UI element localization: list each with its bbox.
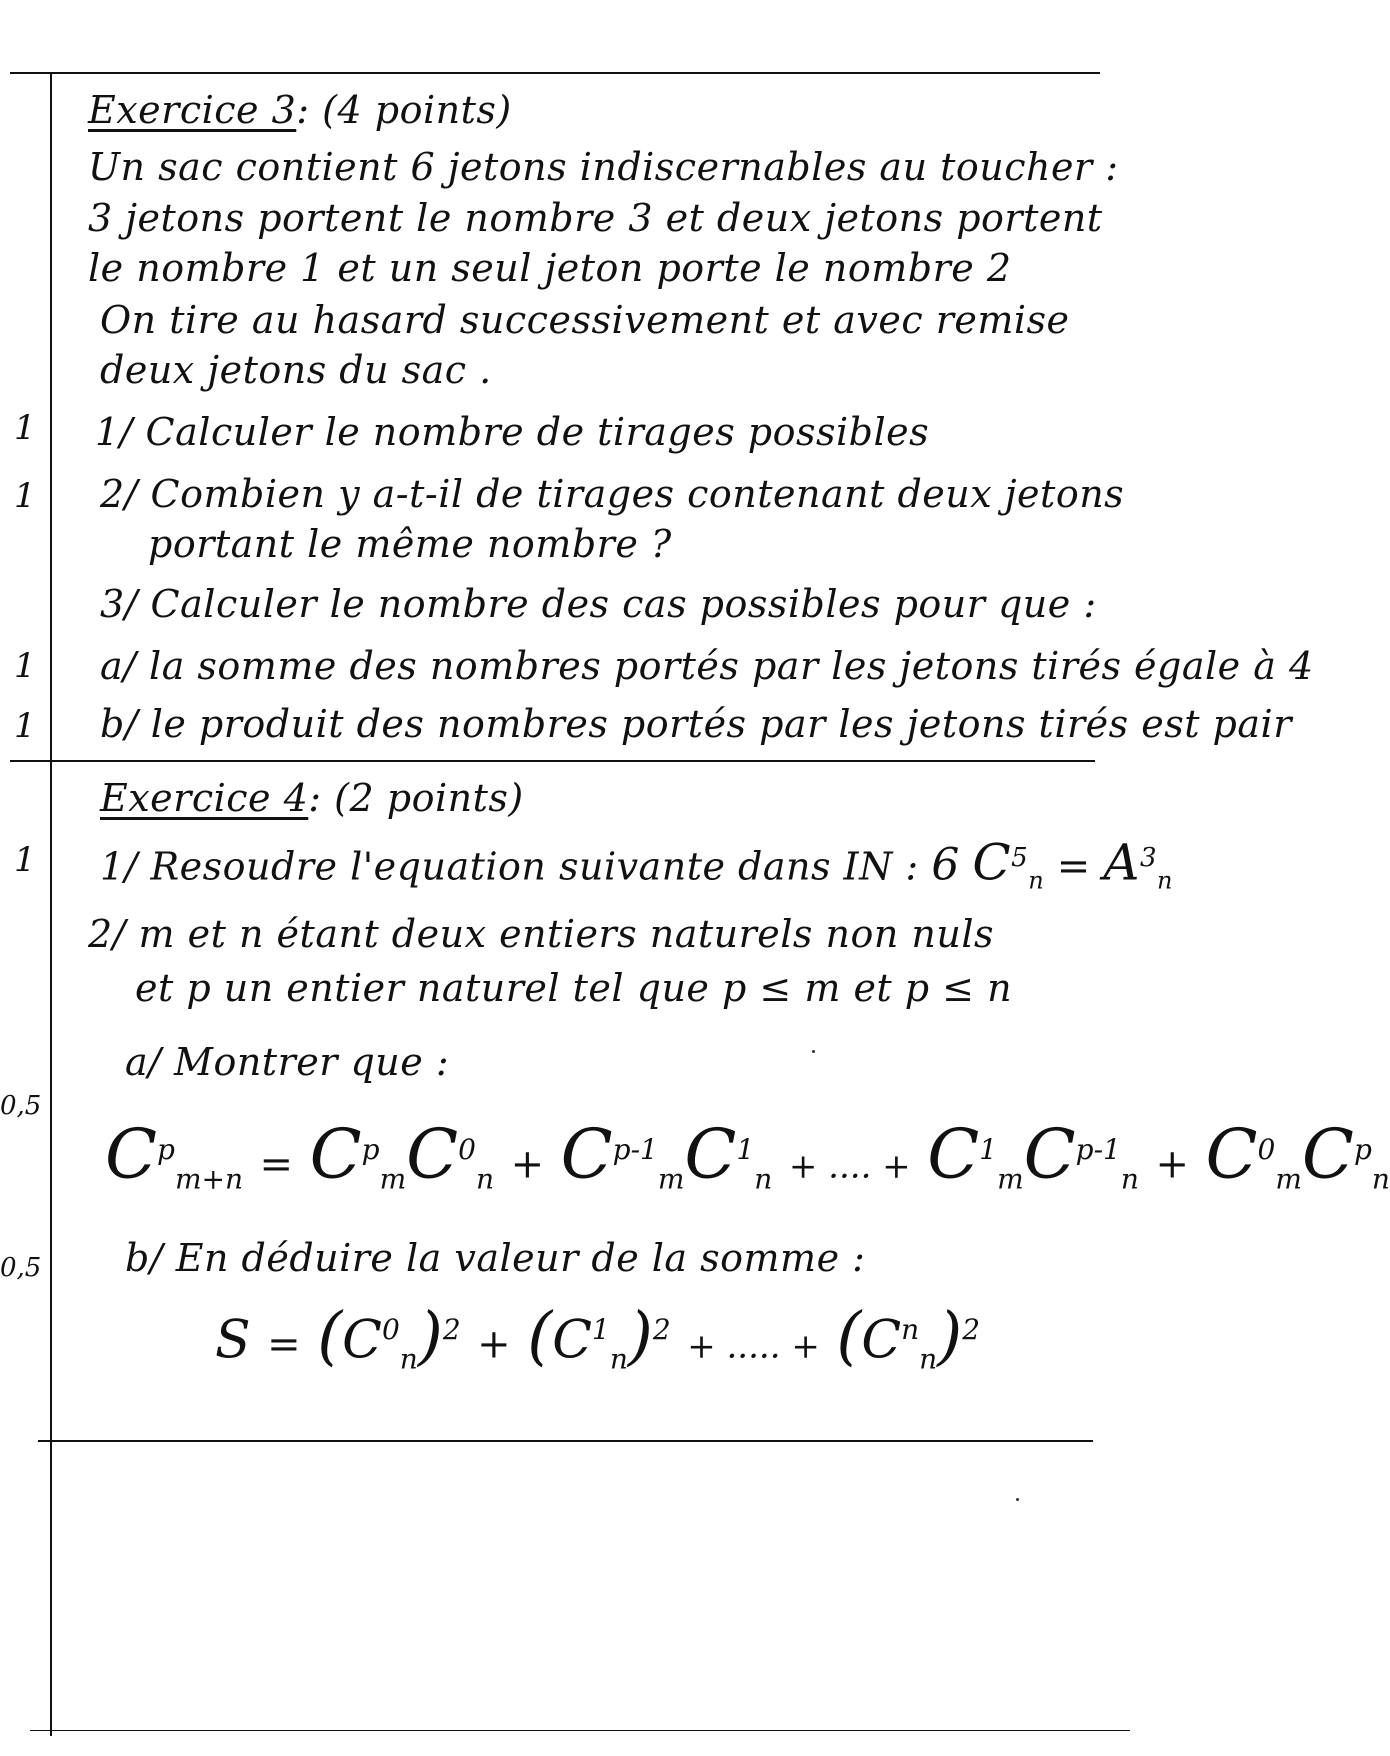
identity-equals: = [259, 1141, 294, 1188]
mark-q3a: 1 [14, 646, 36, 686]
sum-term3-sup: n [901, 1313, 920, 1346]
term2-first-sub: m [657, 1162, 685, 1196]
term3-second-sub: n [1120, 1162, 1139, 1196]
sum-term2-square: 2 [652, 1313, 671, 1346]
exercise3-points: : (4 points) [296, 88, 512, 132]
sum-term1-sub: n [399, 1342, 418, 1376]
term4-second-sub: n [1371, 1162, 1390, 1196]
sum-term1-square: 2 [442, 1313, 461, 1346]
identity-plus-3: + [1155, 1141, 1189, 1188]
term4-first-sub: m [1275, 1162, 1302, 1196]
exercise4-question-a: a/ Montrer que : [125, 1040, 450, 1084]
exercise4-question-1-text: 1/ Resoudre l'equation suivante dans IN : [100, 844, 919, 889]
mark-ex4-qb: 0,5 [0, 1253, 42, 1283]
term4-first-C: C [1205, 1115, 1258, 1195]
vandermonde-identity [105, 1115, 1390, 1210]
sum-S: S [215, 1310, 251, 1371]
exercise3-question-3: 3/ Calculer le nombre des cas possibles pour que : [100, 582, 1097, 626]
combination-symbol: C [972, 833, 1012, 892]
bottom-rule [38, 1440, 1093, 1442]
sum-paren-open-2: ( [527, 1299, 553, 1374]
stray-mark [812, 1050, 815, 1053]
sum-plus: + [477, 1321, 511, 1368]
exercise3-question-2-line-1: 2/ Combien y a-t-il de tirages contenant deux jetons [100, 472, 1125, 516]
sum-ellipsis: + ..... + [687, 1326, 820, 1367]
exercise3-intro-line-3: le nombre 1 et un seul jeton porte le nombre 2 [88, 246, 1012, 290]
section-divider [10, 760, 1095, 762]
sum-term2-sub: n [609, 1342, 628, 1376]
sum-paren-open-1: ( [317, 1299, 343, 1374]
top-rule [10, 72, 1100, 74]
term1-second-C: C [406, 1115, 459, 1195]
arrangement-sup: 3 [1140, 843, 1158, 873]
equation-coefficient: 6 [931, 839, 960, 891]
exercise3-intro-line-5: deux jetons du sac . [100, 348, 492, 392]
sum-term3-sub: n [919, 1342, 938, 1376]
exercise3-question-3a: a/ la somme des nombres portés par les jetons tirés égale à 4 [100, 644, 1314, 688]
exercise3-heading [88, 88, 512, 132]
exercise3-intro-line-1: Un sac contient 6 jetons indiscernables au toucher : [88, 145, 1119, 189]
term3-second-C: C [1023, 1115, 1076, 1195]
sum-term1-sup: 0 [381, 1313, 400, 1346]
sum-term3-C: C [861, 1310, 902, 1371]
mark-ex4-qa: 0,5 [0, 1091, 42, 1121]
exercise3-question-1: 1/ Calculer le nombre de tirages possibles [95, 410, 930, 454]
exercise4-question-1 [100, 833, 1174, 902]
arrangement-symbol: A [1103, 833, 1140, 892]
sum-paren-close-3: ) [937, 1299, 963, 1374]
combination-sup: 5 [1011, 843, 1029, 873]
term2-first-sup: p-1 [612, 1133, 658, 1166]
mark-q3b: 1 [14, 706, 36, 746]
stray-mark-bottom [1016, 1498, 1019, 1501]
mark-q2: 1 [14, 476, 36, 516]
exercise3-intro-line-2: 3 jetons portent le nombre 3 et deux jetons portent [88, 196, 1103, 240]
term3-first-C: C [927, 1115, 980, 1195]
sum-paren-close-1: ) [417, 1299, 443, 1374]
exercise3-intro-line-4: On tire au hasard successivement et avec remise [100, 298, 1070, 342]
sum-term1-C: C [342, 1310, 382, 1371]
term1-first-sup: p [361, 1133, 380, 1166]
term3-second-sup: p-1 [1075, 1133, 1121, 1166]
term1-first-sub: m [379, 1162, 407, 1196]
exercise4-heading [100, 776, 524, 820]
sum-term3-square: 2 [962, 1313, 981, 1346]
term4-first-sup: 0 [1257, 1133, 1276, 1166]
sum-paren-open-3: ( [836, 1299, 862, 1374]
margin-rule [50, 72, 52, 1736]
sum-term2-C: C [552, 1310, 592, 1371]
sum-paren-close-2: ) [627, 1299, 653, 1374]
term2-second-sup: 1 [736, 1133, 755, 1166]
exercise3-question-2-line-2: portant le même nombre ? [148, 522, 672, 566]
term3-first-sup: 1 [979, 1133, 998, 1166]
combination-sub: n [1028, 866, 1045, 895]
lhs-sub: m+n [174, 1162, 244, 1196]
term1-second-sup: 0 [458, 1133, 476, 1166]
exercise4-question-2-line-1: 2/ m et n étant deux entiers naturels non nuls [88, 912, 994, 956]
term4-second-sup: p [1353, 1133, 1372, 1166]
exercise4-points: : (2 points) [308, 776, 524, 820]
term4-second-C: C [1301, 1115, 1354, 1195]
term3-first-sub: m [997, 1162, 1024, 1196]
term1-first-C: C [309, 1115, 362, 1195]
lhs-sup: p [157, 1133, 175, 1166]
lhs-combination: C [105, 1115, 158, 1195]
exercise4-title: Exercice 4 [100, 776, 309, 820]
mark-q1: 1 [14, 408, 36, 448]
sum-term2-sup: 1 [591, 1313, 610, 1346]
term2-second-sub: n [754, 1162, 773, 1196]
term2-second-C: C [684, 1115, 737, 1195]
identity-plus-1: + [510, 1141, 545, 1188]
exercise4-question-2-line-2: et p un entier naturel tel que p ≤ m et p ≤ n [135, 966, 1013, 1010]
term1-second-sub: n [475, 1162, 495, 1196]
identity-ellipsis: + .... + [788, 1146, 911, 1187]
page-bottom-rule [30, 1730, 1130, 1731]
exercise3-question-3b: b/ le produit des nombres portés par les jetons tirés est pair [100, 702, 1292, 746]
arrangement-sub: n [1157, 866, 1174, 895]
term2-first-C: C [560, 1115, 613, 1195]
mark-ex4-q1: 1 [14, 840, 36, 880]
sum-equals: = [267, 1321, 301, 1368]
equation-equals: = [1056, 843, 1091, 890]
exercise4-question-b: b/ En déduire la valeur de la somme : [125, 1236, 866, 1280]
sum-of-squares [215, 1300, 980, 1390]
exercise3-title: Exercice 3 [88, 88, 297, 132]
